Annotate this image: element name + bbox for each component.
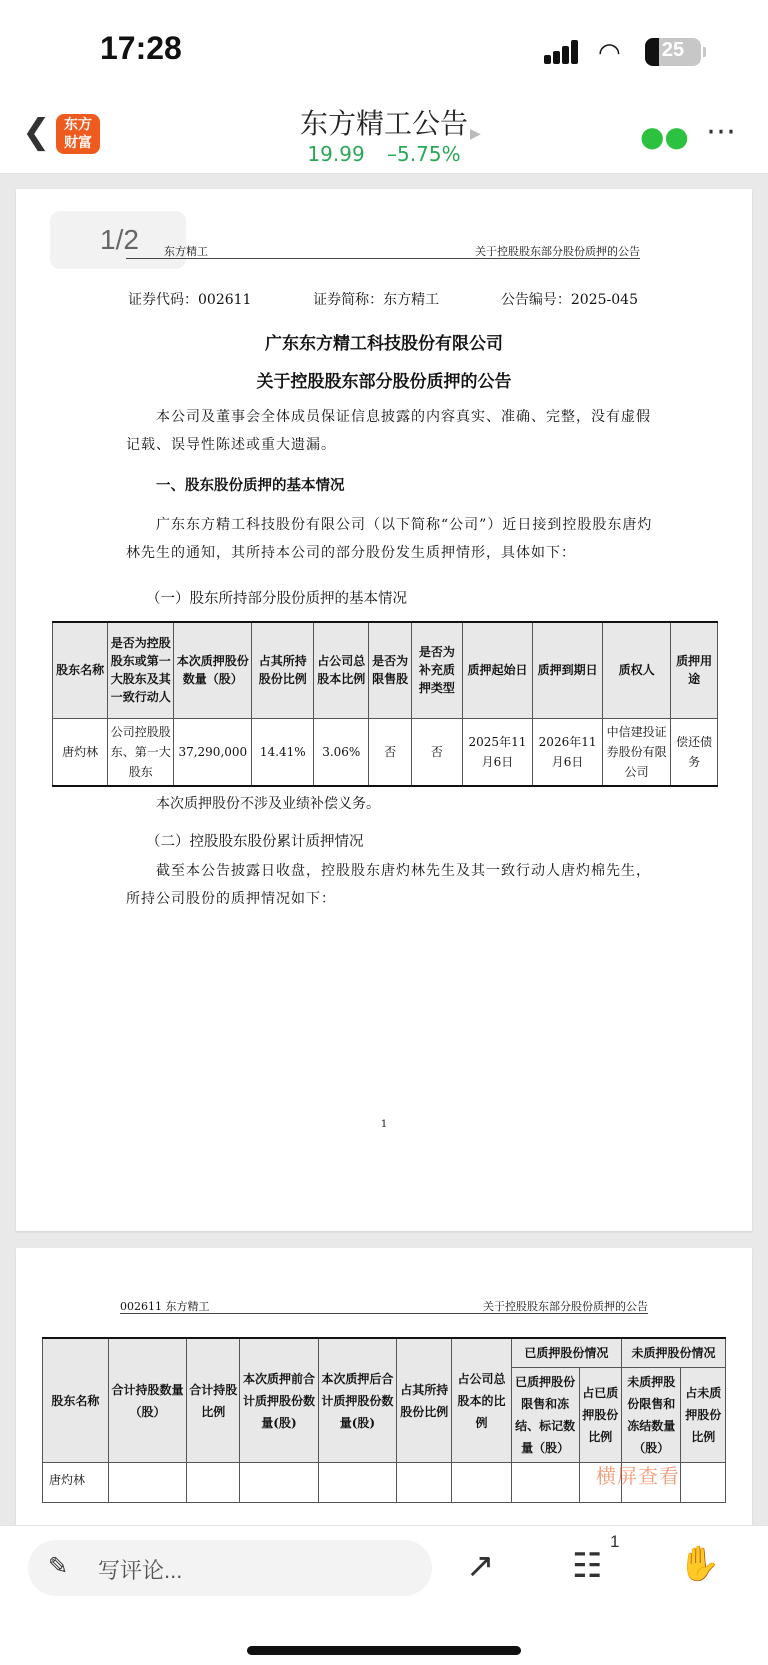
table-header: 股东名称 bbox=[43, 1338, 109, 1463]
table-header: 合计持股数量（股） bbox=[108, 1338, 186, 1463]
more-options-icon[interactable]: ⋯ bbox=[706, 114, 737, 149]
wechat-share-icon[interactable]: ●● bbox=[640, 120, 689, 153]
table-header: 是否为控股股东或第一大股东及其一致行动人 bbox=[108, 622, 174, 718]
comment-count-badge: 1 bbox=[610, 1532, 620, 1551]
clock: 17:28 bbox=[100, 30, 182, 66]
notice-number: 公告编号：2025-045 bbox=[500, 292, 638, 308]
cellular-signal-icon bbox=[544, 40, 588, 64]
nav-bar bbox=[0, 96, 768, 174]
table-subheader: 占未质押股份比例 bbox=[681, 1368, 726, 1463]
security-codes bbox=[128, 289, 638, 309]
table-cell bbox=[681, 1463, 726, 1503]
table-subheader: 已质押股份限售和冻结、标记数量（股） bbox=[511, 1368, 579, 1463]
table-header: 质押起始日 bbox=[462, 622, 532, 718]
compensation-note: 本次质押股份不涉及业绩补偿义务。 bbox=[156, 796, 380, 812]
wifi-icon: ◠ bbox=[598, 38, 621, 68]
table-group-header: 未质押股份情况 bbox=[622, 1338, 726, 1368]
table-header-row bbox=[43, 1338, 726, 1368]
table-header: 本次质押后合计质押股份数量(股) bbox=[318, 1338, 396, 1463]
table-cell bbox=[452, 1463, 511, 1503]
page-number: 1 bbox=[380, 1119, 388, 1130]
table-cell: 唐灼林 bbox=[53, 718, 108, 786]
table-cell: 否 bbox=[369, 718, 412, 786]
logo-text-1: 东方 bbox=[64, 117, 92, 133]
table-cell bbox=[397, 1463, 452, 1503]
back-icon[interactable]: ❮ bbox=[22, 112, 51, 152]
table-cell: 唐灼林 bbox=[43, 1463, 109, 1503]
bottom-bar bbox=[0, 1525, 768, 1665]
header-right: 关于控股股东部分股份质押的公告 bbox=[475, 245, 640, 258]
table-cell bbox=[511, 1463, 579, 1503]
table-cell: 否 bbox=[411, 718, 462, 786]
logo-text-2: 财富 bbox=[64, 135, 92, 151]
table-subheader: 未质押股份限售和冻结数量（股） bbox=[622, 1368, 681, 1463]
table-header: 股东名称 bbox=[53, 622, 108, 718]
page-header bbox=[126, 239, 640, 259]
sub-heading-2: （二）控股股东股份累计质押情况 bbox=[146, 834, 364, 850]
table-header: 质押到期日 bbox=[533, 622, 603, 718]
section-heading-1: 一、股东股份质押的基本情况 bbox=[156, 477, 345, 494]
table-subheader: 占已质押股份比例 bbox=[579, 1368, 621, 1463]
table-header: 质权人 bbox=[603, 622, 671, 718]
table-cell bbox=[187, 1463, 240, 1503]
page-title: 东方精工公告 bbox=[299, 107, 468, 140]
table-cell: 37,290,000 bbox=[174, 718, 252, 786]
table-header: 本次质押前合计质押股份数量(股) bbox=[240, 1338, 318, 1463]
comments-icon[interactable]: ☷ bbox=[572, 1546, 603, 1586]
notice-subject: 关于控股股东部分股份质押的公告 bbox=[256, 372, 512, 392]
table-header: 是否为限售股 bbox=[369, 622, 412, 718]
table-cell: 中信建投证券股份有限公司 bbox=[603, 718, 671, 786]
document-page-1 bbox=[16, 189, 752, 1231]
table-cell: 2025年11月6日 bbox=[462, 718, 532, 786]
table-header-row bbox=[53, 622, 718, 718]
page-header-2 bbox=[120, 1294, 648, 1314]
table-group-header: 已质押股份情况 bbox=[511, 1338, 621, 1368]
table-cell: 3.06% bbox=[314, 718, 369, 786]
table-cell: 2026年11月6日 bbox=[533, 718, 603, 786]
security-code: 证券代码：002611 bbox=[128, 292, 252, 308]
table-cell: 公司控股股东、第一大股东 bbox=[108, 718, 174, 786]
header-left-2: 002611 东方精工 bbox=[120, 1300, 210, 1313]
page-indicator: 1/2 bbox=[50, 211, 186, 269]
table-header: 占公司总股本比例 bbox=[314, 622, 369, 718]
table-row bbox=[53, 718, 718, 786]
table-header: 占其所持股份比例 bbox=[252, 622, 314, 718]
landscape-view-button[interactable]: 横屏查看 bbox=[596, 1466, 680, 1488]
header-left: 东方精工 bbox=[164, 245, 208, 258]
intro-paragraph: 广东东方精工科技股份有限公司（以下简称“公司”）近日接到控股股东唐灼林先生的通知，其所持本公司的部分股份发生质押情形，具体如下： bbox=[126, 517, 653, 561]
stock-change: –5.75% bbox=[387, 142, 461, 166]
home-indicator[interactable] bbox=[247, 1646, 521, 1655]
stock-price: 19.99 bbox=[307, 142, 365, 166]
comment-input[interactable] bbox=[28, 1540, 432, 1596]
pen-icon: ✎ bbox=[48, 1552, 69, 1580]
like-icon[interactable]: ✋ bbox=[678, 1544, 721, 1584]
table-cell bbox=[240, 1463, 318, 1503]
battery-level: 25 bbox=[661, 39, 685, 61]
table-cell bbox=[108, 1463, 186, 1503]
company-name: 广东东方精工科技股份有限公司 bbox=[265, 334, 503, 354]
sub-heading-1: （一）股东所持部分股份质押的基本情况 bbox=[146, 591, 407, 607]
table-header: 占公司总股本的比例 bbox=[452, 1338, 511, 1463]
security-short-name: 证券简称：东方精工 bbox=[313, 292, 440, 308]
status-bar bbox=[0, 0, 768, 96]
share-icon[interactable]: ↗ bbox=[466, 1546, 495, 1586]
table-header: 占其所持股份比例 bbox=[397, 1338, 452, 1463]
table-header: 本次质押股份数量（股） bbox=[174, 622, 252, 718]
table-header: 质押用途 bbox=[671, 622, 718, 718]
header-right-2: 关于控股股东部分股份质押的公告 bbox=[483, 1300, 648, 1313]
play-triangle-icon[interactable]: ▶ bbox=[470, 126, 481, 142]
table-cell: 14.41% bbox=[252, 718, 314, 786]
cumulative-paragraph: 截至本公告披露日收盘，控股股东唐灼林先生及其一致行动人唐灼棉先生，所持公司股份的质押情况如下： bbox=[126, 863, 651, 907]
battery-tip bbox=[703, 47, 706, 57]
pledge-table bbox=[52, 621, 718, 787]
table-cell bbox=[318, 1463, 396, 1503]
table-header: 是否为补充质押类型 bbox=[411, 622, 462, 718]
battery-icon bbox=[645, 38, 701, 66]
table-cell: 偿还债务 bbox=[671, 718, 718, 786]
table-header: 合计持股比例 bbox=[187, 1338, 240, 1463]
comment-placeholder: 写评论... bbox=[98, 1558, 183, 1583]
declaration-paragraph: 本公司及董事会全体成员保证信息披露的内容真实、准确、完整，没有虚假记载、误导性陈述或重大遗漏。 bbox=[126, 409, 651, 453]
